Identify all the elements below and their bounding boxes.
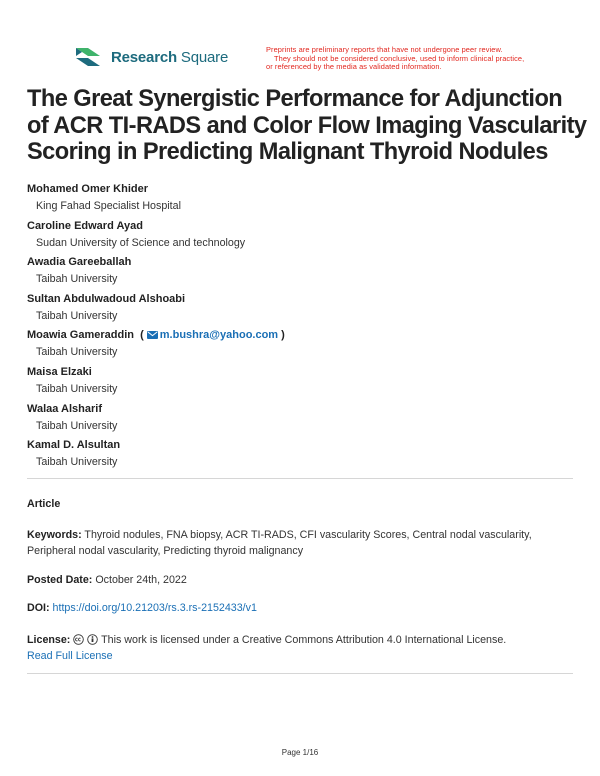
preprint-notice xyxy=(266,46,546,72)
research-square-logo[interactable] xyxy=(74,46,228,68)
title-line: of ACR TI-RADS and Color Flow Imaging Vascularity xyxy=(27,112,587,139)
author-name: Walaa Alsharif xyxy=(27,402,102,415)
author-affiliation: King Fahad Specialist Hospital xyxy=(36,200,181,212)
creative-commons-icon xyxy=(73,634,84,645)
author-affiliation: Sudan University of Science and technology xyxy=(36,236,246,249)
license xyxy=(27,632,573,664)
author-name: Mohamed Omer Khider xyxy=(27,183,149,195)
attribution-icon xyxy=(87,634,98,645)
author-name: Moawia Gameraddin xyxy=(27,329,134,342)
author-affiliation: Taibah University xyxy=(36,382,118,395)
notice-line: They should not be considered conclusive, used to inform clinical practice, xyxy=(274,53,525,63)
read-full-license-link[interactable]: Read Full License xyxy=(27,650,113,662)
author-affiliation: Taibah University xyxy=(36,309,118,322)
article-type-label: Article xyxy=(27,498,61,510)
author-name: Awadia Gareeballah xyxy=(27,256,132,269)
author-affiliation: Taibah University xyxy=(36,273,118,286)
author-email: ( m.bushra@yahoo.com ) xyxy=(137,329,285,342)
posted-date xyxy=(27,572,573,588)
author-affiliation: Taibah University xyxy=(36,346,118,359)
license-text: This work is licensed under a Creative Commons Attribution 4.0 International License. xyxy=(101,634,507,646)
notice-line: or referenced by the media as validated information. xyxy=(266,62,442,72)
keywords-text: Peripheral nodal vascularity, Predicting thyroid malignancy xyxy=(27,545,304,557)
email-link[interactable]: m.bushra@yahoo.com xyxy=(159,329,279,342)
page-number: Page 1/16 xyxy=(281,748,319,757)
title-line: Scoring in Predicting Malignant Thyroid Nodules xyxy=(27,139,548,165)
posted-date-label: Posted Date: xyxy=(27,574,93,586)
logo-wordmark: Research Square xyxy=(111,48,229,66)
posted-date-value: October 24th, 2022 xyxy=(95,574,187,586)
keywords-label: Keywords: xyxy=(27,529,82,541)
title-line: The Great Synergistic Performance for Adjunction xyxy=(27,86,563,112)
keywords xyxy=(27,527,573,559)
doi-link[interactable]: https://doi.org/10.21203/rs.3.rs-2152433/v1 xyxy=(52,602,257,614)
notice-line: Preprints are preliminary reports that have not undergone peer review. xyxy=(266,45,503,54)
paper-title xyxy=(27,86,587,166)
license-label: License: xyxy=(27,634,71,646)
research-square-logo-icon xyxy=(74,46,102,68)
doi-label: DOI: xyxy=(27,602,50,614)
keywords-text: Thyroid nodules, FNA biopsy, ACR TI-RADS, CFI vascularity Scores, Central nodal vascularity, xyxy=(84,529,532,541)
author-name: Caroline Edward Ayad xyxy=(27,219,143,232)
corresponding-author xyxy=(27,326,587,344)
author-name: Sultan Abdulwadoud Alshoabi xyxy=(27,292,186,305)
author-name: Maisa Elzaki xyxy=(27,365,92,378)
envelope-icon xyxy=(147,331,158,339)
author-list xyxy=(27,180,587,473)
author-affiliation: Taibah University xyxy=(36,419,118,432)
author-name: Kamal D. Alsultan xyxy=(27,439,121,452)
doi xyxy=(27,600,573,616)
author-affiliation: Taibah University xyxy=(36,456,118,469)
divider xyxy=(27,673,573,674)
divider xyxy=(27,478,573,479)
article-type xyxy=(27,496,573,512)
